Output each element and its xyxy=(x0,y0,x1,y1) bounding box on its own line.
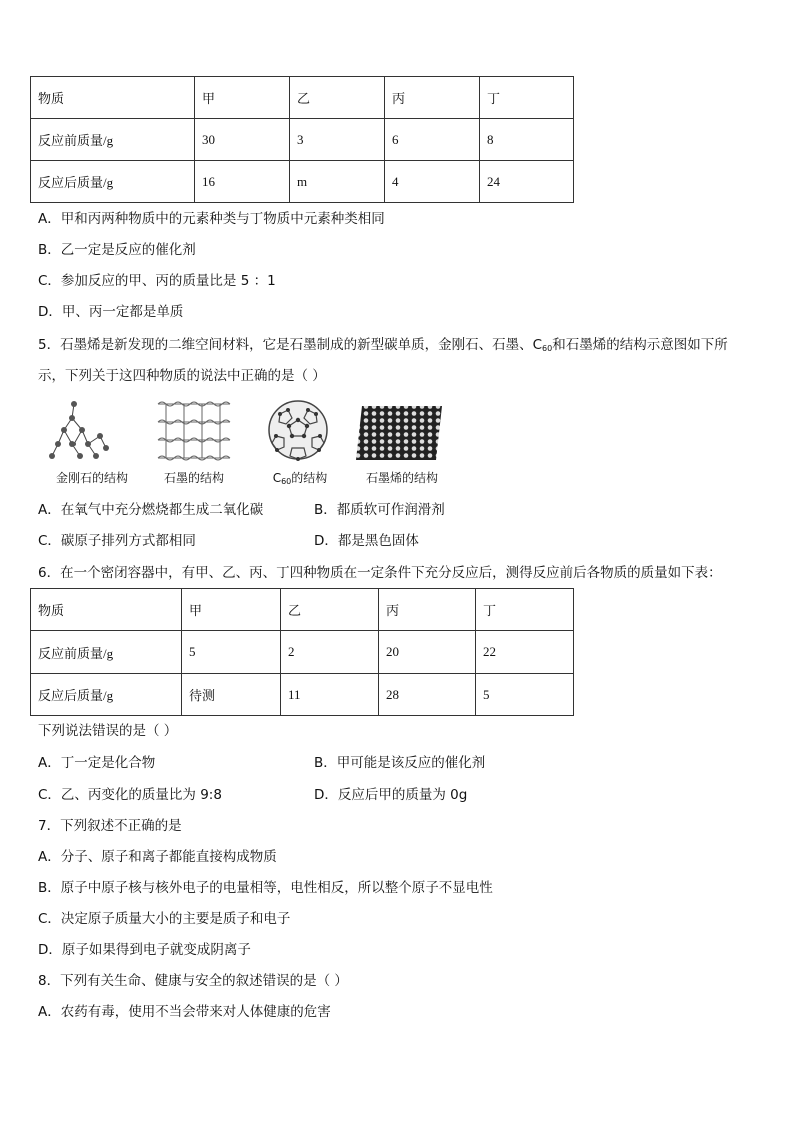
table-cell: 3 xyxy=(290,119,385,161)
table-cell: 5 xyxy=(182,631,281,674)
q7-option-d: D．原子如果得到电子就变成阴离子 xyxy=(38,942,251,958)
q6-option-d: D．反应后甲的质量为 0g xyxy=(314,787,468,803)
carbon-structures-figure xyxy=(44,396,444,488)
table-cell: 乙 xyxy=(290,77,385,119)
table-cell: 丙 xyxy=(379,589,476,631)
mass-table-q4 xyxy=(30,76,574,203)
table-cell: 物质 xyxy=(31,77,195,119)
graphene-structure-icon xyxy=(354,396,450,468)
table-header-row xyxy=(31,77,574,119)
table-row xyxy=(31,161,574,203)
c60-caption-text: 的结构 xyxy=(291,471,328,485)
q5-option-c: C．碳原子排列方式都相同 xyxy=(38,533,196,549)
table-cell: 反应后质量/g xyxy=(31,161,195,203)
q5-option-a: A．在氧气中充分燃烧都生成二氧化碳 xyxy=(38,502,264,518)
c60-caption-text: C xyxy=(272,471,282,485)
q5-option-b: B．都质软可作润滑剂 xyxy=(314,502,445,518)
table-cell: 反应前质量/g xyxy=(31,119,195,161)
table-cell: 乙 xyxy=(281,589,379,631)
graphite-structure-icon xyxy=(146,396,242,468)
q4-option-b: B．乙一定是反应的催化剂 xyxy=(38,242,196,258)
graphene-caption: 石墨烯的结构 xyxy=(365,471,438,485)
q5-stem-line2: 示，下列关于这四种物质的说法中正确的是（ ） xyxy=(38,368,326,384)
diamond-caption: 金刚石的结构 xyxy=(55,471,128,485)
table-cell: 物质 xyxy=(31,589,182,631)
q4-option-d: D．甲、丙一定都是单质 xyxy=(38,304,184,320)
q7-option-c: C．决定原子质量大小的主要是质子和电子 xyxy=(38,911,291,927)
subscript: 60 xyxy=(281,477,292,486)
table-header-row xyxy=(31,589,574,631)
mass-table-q6 xyxy=(30,588,574,716)
table-cell: 4 xyxy=(385,161,480,203)
q5-stem-text: 和石墨烯的结构示意图如下所 xyxy=(552,337,728,353)
q8-option-a: A．农药有毒，使用不当会带来对人体健康的危害 xyxy=(38,1004,331,1020)
q6-option-c: C．乙、丙变化的质量比为 9:8 xyxy=(38,787,222,803)
table-cell: m xyxy=(290,161,385,203)
diamond-structure-icon xyxy=(44,396,140,468)
q5-option-d: D．都是黑色固体 xyxy=(314,533,419,549)
table-cell: 2 xyxy=(281,631,379,674)
table-cell: 11 xyxy=(281,674,379,716)
table-row xyxy=(31,674,574,716)
table-cell: 28 xyxy=(379,674,476,716)
subscript: 60 xyxy=(542,344,553,353)
table-cell: 丁 xyxy=(476,589,574,631)
table-cell: 20 xyxy=(379,631,476,674)
table-cell: 22 xyxy=(476,631,574,674)
table-cell: 甲 xyxy=(195,77,290,119)
q8-stem: 8．下列有关生命、健康与安全的叙述错误的是（ ） xyxy=(38,973,348,989)
q4-option-a: A．甲和丙两种物质中的元素种类与丁物质中元素种类相同 xyxy=(38,211,385,227)
q4-option-c: C．参加反应的甲、丙的质量比是 5 ：1 xyxy=(38,273,276,289)
q7-option-a: A．分子、原子和离子都能直接构成物质 xyxy=(38,849,277,865)
table-cell: 16 xyxy=(195,161,290,203)
table-cell: 反应后质量/g xyxy=(31,674,182,716)
table-row xyxy=(31,119,574,161)
table-cell: 反应前质量/g xyxy=(31,631,182,674)
graphene-structure xyxy=(354,396,450,488)
q5-stem-line1 xyxy=(38,335,728,359)
c60-structure xyxy=(252,396,348,488)
table-cell: 待测 xyxy=(182,674,281,716)
graphite-caption: 石墨的结构 xyxy=(163,471,224,485)
q6-question: 下列说法错误的是（ ） xyxy=(38,723,178,739)
q7-stem: 7．下列叙述不正确的是 xyxy=(38,818,182,834)
c60-structure-icon xyxy=(252,396,348,468)
q6-stem: 6．在一个密闭容器中，有甲、乙、丙、丁四种物质在一定条件下充分反应后，测得反应前后各物质的质量如下表： xyxy=(38,565,722,581)
table-cell: 5 xyxy=(476,674,574,716)
q7-option-b: B．原子中原子核与核外电子的电量相等，电性相反，所以整个原子不显电性 xyxy=(38,880,493,896)
c60-caption xyxy=(252,470,348,490)
q6-option-a: A．丁一定是化合物 xyxy=(38,755,156,771)
table-row xyxy=(31,631,574,674)
table-cell: 6 xyxy=(385,119,480,161)
table-cell: 24 xyxy=(480,161,574,203)
q6-option-b: B．甲可能是该反应的催化剂 xyxy=(314,755,486,771)
table-cell: 8 xyxy=(480,119,574,161)
graphite-structure xyxy=(146,396,242,488)
q5-stem-text: 5．石墨烯是新发现的二维空间材料，它是石墨制成的新型碳单质，金刚石、石墨、C xyxy=(38,337,543,353)
table-cell: 丁 xyxy=(480,77,574,119)
table-cell: 30 xyxy=(195,119,290,161)
table-cell: 甲 xyxy=(182,589,281,631)
table-cell: 丙 xyxy=(385,77,480,119)
diamond-structure xyxy=(44,396,140,488)
